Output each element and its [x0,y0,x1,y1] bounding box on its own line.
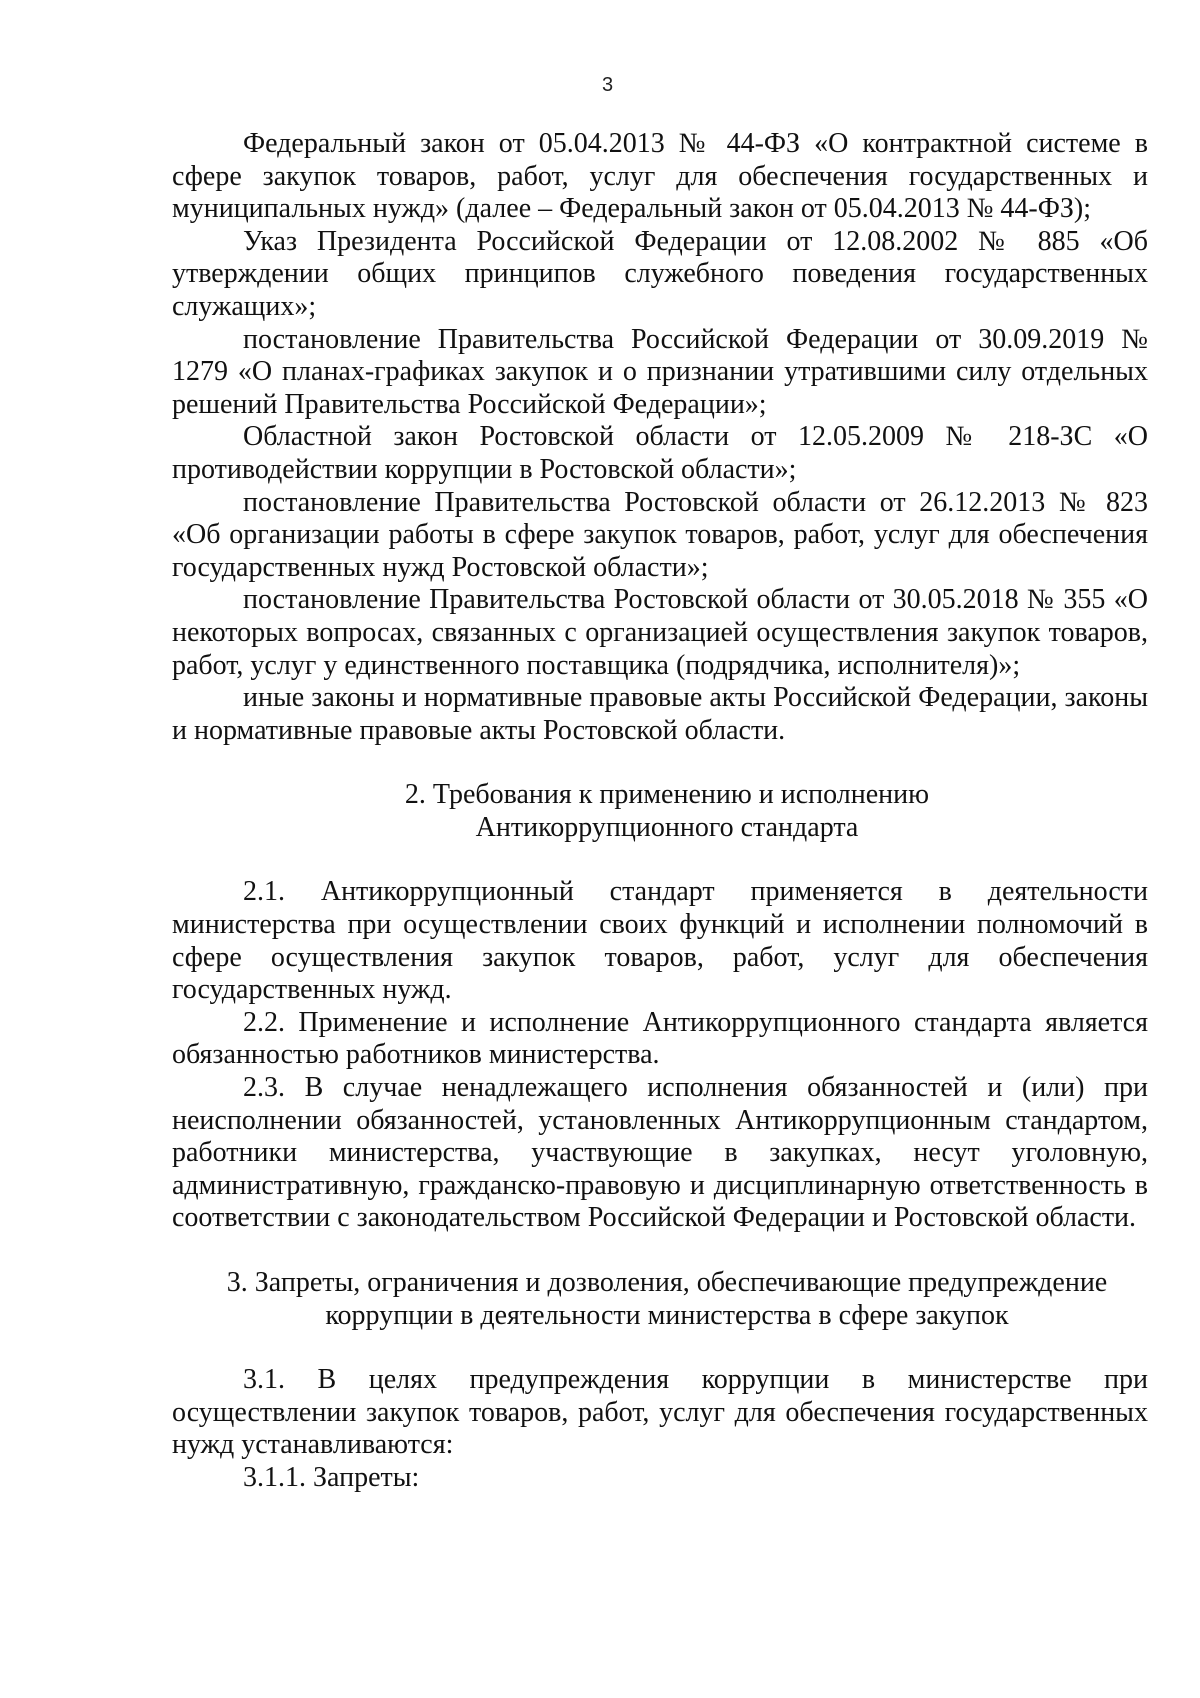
paragraph-2-3: 2.3. В случае ненадлежащего исполнения обязанностей и (или) при неисполнении обязанностей, установленных Антикоррупционным стандартом, работники министерства, участвующие в закупках, несут уголовную, административную, гражданско-правовую и дисциплинарную ответственность в соответствии с законодательством Российской Федерации и Ростовской области. [172,1072,1148,1234]
section-3-heading-line-1: 3. Запреты, ограничения и дозволения, обеспечивающие предупреждение [226,1267,1108,1298]
paragraph-3-1: 3.1. В целях предупреждения коррупции в министерстве при осуществлении закупок товаров, работ, услуг для обеспечения государственных нужд устанавливаются: [172,1364,1148,1461]
section-3-heading [172,1267,1148,1332]
document-body [172,128,1148,1495]
paragraph-2-1: 2.1. Антикоррупционный стандарт применяется в деятельности министерства при осуществлении своих функций и исполнении полномочий в сфере осуществления закупок товаров, работ, услуг для обеспечения государственных нужд. [172,876,1148,1006]
paragraph-regional-resolution-355: постановление Правительства Ростовской области от 30.05.2018 № 355 «О некоторых вопросах, связанных с организацией осуществления закупок товаров, работ, услуг у единственного поставщика (подрядчика, исполнителя)»; [172,584,1148,681]
paragraph-3-1-1: 3.1.1. Запреты: [243,1461,420,1493]
section-2-heading [172,779,1148,844]
paragraph-2-2: 2.2. Применение и исполнение Антикоррупционного стандарта является обязанностью работников министерства. [172,1006,1148,1071]
paragraph-other-laws: иные законы и нормативные правовые акты Российской Федерации, законы и нормативные правовые акты Ростовской области. [172,682,1148,746]
page-number: 3 [601,74,614,96]
paragraph-regional-resolution-823: постановление Правительства Ростовской области от 26.12.2013 № 823 «Об организации работы в сфере закупок товаров, работ, услуг для обеспечения государственных нужд Ростовской области»; [172,486,1148,583]
paragraph-presidential-decree-885: Указ Президента Российской Федерации от 12.08.2002 № 885 «Об утверждении общих принципов служебного поведения государственных служащих»; [172,225,1148,322]
paragraph-federal-law-44fz: Федеральный закон от 05.04.2013 № 44-ФЗ «О контрактной системе в сфере закупок товаров, работ, услуг для обеспечения государственных и муниципальных нужд» (далее – Федеральный закон от 05.04.2013 № 44-ФЗ); [172,128,1148,225]
section-2-heading-line-1: 2. Требования к применению и исполнению [404,779,930,811]
paragraph-regional-law-218zs: Областной закон Ростовской области от 12.05.2009 № 218-ЗС «О противодействии коррупции в Ростовской области»; [172,421,1148,485]
section-2-heading-line-2: Антикоррупционного стандарта [475,811,859,843]
section-3-heading-line-2: коррупции в деятельности министерства в сфере закупок [325,1299,1009,1331]
paragraph-government-resolution-1279: постановление Правительства Российской Федерации от 30.09.2019 № 1279 «О планах-графиках закупок и о признании утратившими силу отдельных решений Правительства Российской Федерации»; [172,323,1148,420]
